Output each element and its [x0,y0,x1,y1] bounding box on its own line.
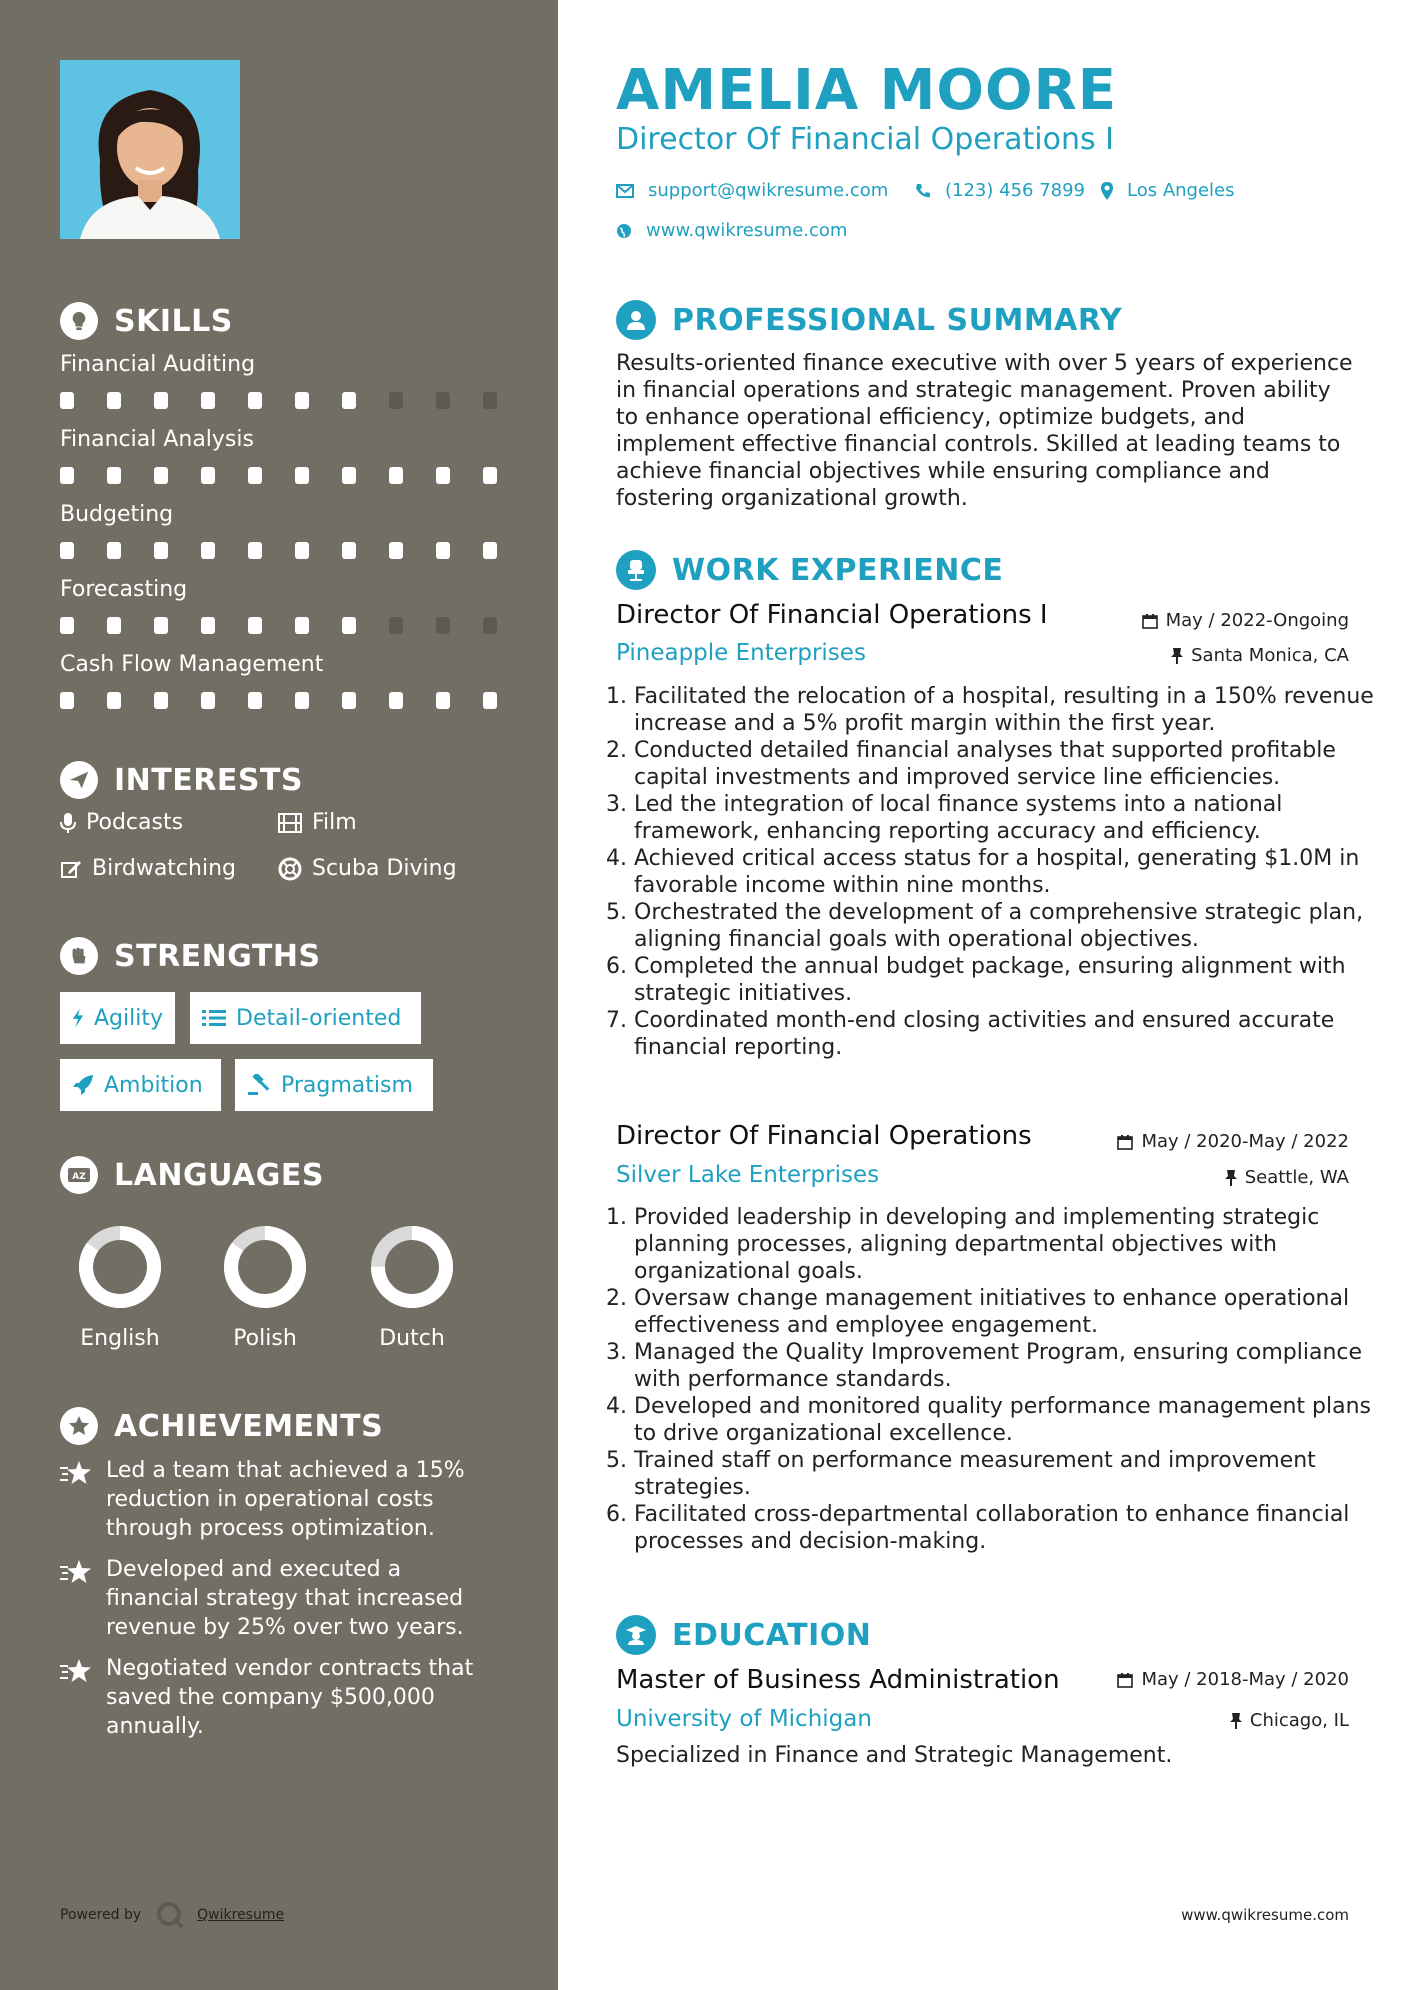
languages-heading: AZ LANGUAGES [60,1156,324,1194]
skill-dot [436,542,450,559]
experience-heading: WORK EXPERIENCE [616,550,1003,590]
skill-level-dots [60,692,530,709]
list-item: 4. Developed and monitored quality performance management plans to drive organizational excellence. [634,1393,1376,1447]
skill-dot [201,617,215,634]
skill-dot [389,392,403,409]
calendar-icon [1142,613,1158,629]
powered-by: Powered by Qwikresume [60,1900,284,1930]
job-bullets [616,1204,1376,1555]
strength-agility: Agility [60,992,175,1044]
skill-dot [342,542,356,559]
contact-phone[interactable]: (123) 456 7899 [915,180,1085,201]
main-content [558,0,1407,1990]
job-company: Pineapple Enterprises [616,640,866,666]
language-name: Polish [233,1326,297,1351]
calendar-icon [1117,1134,1133,1150]
summary-heading: PROFESSIONAL SUMMARY [616,300,1122,340]
skill-dot [248,467,262,484]
skill-dot [483,542,497,559]
skill-dot [154,467,168,484]
language-name: English [80,1326,160,1351]
profile-photo [60,60,240,239]
pushpin-icon [1225,1170,1237,1186]
skill-dot [342,692,356,709]
job-bullets [616,683,1376,1061]
education-dates: May / 2018-May / 2020 [1117,1669,1349,1690]
qwikresume-logo-icon [155,1900,185,1930]
skill-dot [483,392,497,409]
skill-dot [483,692,497,709]
envelope-icon [616,184,634,198]
skill-dot [107,542,121,559]
skill-name: Financial Analysis [60,427,254,452]
skill-name: Budgeting [60,502,174,527]
map-pin-icon [1101,182,1113,200]
language-item [60,1222,180,1351]
achievement-item: Negotiated vendor contracts that saved the company $500,000 annually. [60,1654,500,1741]
job-role: Director Of Financial Operations I [616,600,1048,630]
skill-dot [201,467,215,484]
achievement-item: Led a team that achieved a 15% reduction in operational costs through process optimization. [60,1456,500,1543]
skill-level-dots [60,392,530,409]
list-item: 4. Achieved critical access status for a hospital, generating $1.0M in favorable income within nine months. [634,845,1376,899]
interest-birdwatching: Birdwatching [60,856,236,881]
language-name: Dutch [379,1326,445,1351]
skill-dot [201,692,215,709]
fist-icon [60,937,98,975]
globe-icon [616,223,632,239]
pushpin-icon [1230,1713,1242,1729]
language-level-ring [75,1222,165,1312]
language-level-ring [367,1222,457,1312]
language-icon [60,1156,98,1194]
qwikresume-link[interactable]: Qwikresume [197,1907,285,1923]
skill-dot [60,617,74,634]
education-school: University of Michigan [616,1706,872,1732]
education-heading: EDUCATION [616,1615,871,1655]
skill-dot [342,392,356,409]
skill-dot [389,542,403,559]
contact-website[interactable]: www.qwikresume.com [616,220,847,241]
sidebar [0,0,558,1990]
strength-pragmatism: Pragmatism [235,1059,433,1111]
job-company: Silver Lake Enterprises [616,1162,880,1188]
graduate-icon [616,1615,656,1655]
skill-dot [295,467,309,484]
star-icon [60,1559,92,1642]
skill-level-dots [60,617,530,634]
skill-dot [107,692,121,709]
achievements-heading: ACHIEVEMENTS [60,1407,383,1445]
skill-dot [436,392,450,409]
skill-name: Forecasting [60,577,188,602]
skill-dot [60,392,74,409]
skill-dot [436,467,450,484]
contact-email[interactable]: support@qwikresume.com [616,180,888,201]
skill-dot [295,542,309,559]
skill-dot [248,542,262,559]
skill-dot [389,692,403,709]
candidate-name: AMELIA MOORE [616,58,1117,123]
job-dates: May / 2020-May / 2022 [1117,1131,1349,1152]
skill-dot [248,392,262,409]
skill-name: Financial Auditing [60,352,256,377]
skill-dot [201,392,215,409]
interest-film: Film [278,810,357,835]
interest-podcasts: Podcasts [60,810,183,835]
skill-dot [389,467,403,484]
achievement-item: Developed and executed a financial strategy that increased revenue by 25% over two years. [60,1555,500,1642]
skill-level-dots [60,467,530,484]
education-location: Chicago, IL [1230,1710,1349,1731]
lightning-icon [72,1007,84,1029]
interests-heading: INTERESTS [60,761,303,799]
language-item [352,1222,472,1351]
skill-dot [342,467,356,484]
lightbulb-icon [60,302,98,340]
skill-dot [483,467,497,484]
list-icon [202,1009,226,1027]
life-ring-icon [278,857,302,881]
list-item: 6. Completed the annual budget package, ensuring alignment with strategic initiatives. [634,953,1376,1007]
skill-dot [342,617,356,634]
list-item: 7. Coordinated month-end closing activities and ensured accurate financial reporting. [634,1007,1376,1061]
skill-level-dots [60,542,530,559]
rocket-icon [72,1074,94,1096]
calendar-icon [1117,1672,1133,1688]
education-degree: Master of Business Administration [616,1665,1060,1695]
skill-dot [436,692,450,709]
skill-dot [107,392,121,409]
list-item: 5. Trained staff on performance measurement and improvement strategies. [634,1447,1376,1501]
summary-text: Results-oriented finance executive with over 5 years of experience in financial operations and strategic management. Proven ability to enhance operational efficiency, optimize budgets, and implement effective financial controls. Skilled at leading teams to achieve financial objectives while ensuring compliance and fostering organizational growth. [616,351,1353,511]
microphone-icon [60,812,76,834]
skill-dot [154,392,168,409]
film-icon [278,813,302,833]
skill-dot [201,542,215,559]
skill-dot [154,542,168,559]
strengths-heading: STRENGTHS [60,937,321,975]
skill-dot [248,692,262,709]
list-item: 2. Oversaw change management initiatives to enhance operational effectiveness and employee engagement. [634,1285,1376,1339]
edit-icon [60,858,82,880]
language-level-ring [220,1222,310,1312]
star-icon [60,1658,92,1741]
candidate-title: Director Of Financial Operations I [616,122,1114,157]
paper-plane-icon [60,761,98,799]
list-item: 3. Managed the Quality Improvement Program, ensuring compliance with performance standards. [634,1339,1376,1393]
list-item: 6. Facilitated cross-departmental collaboration to enhance financial processes and decision-making. [634,1501,1376,1555]
user-icon [616,300,656,340]
skills-heading: SKILLS [60,302,233,340]
gavel-icon [247,1074,271,1096]
education-description: Specialized in Finance and Strategic Management. [616,1743,1173,1768]
job-location: Santa Monica, CA [1171,645,1349,666]
star-icon [60,1460,92,1543]
contact-location: Los Angeles [1101,180,1235,201]
skill-dot [154,692,168,709]
skill-dot [107,467,121,484]
strength-ambition: Ambition [60,1059,221,1111]
skill-dot [389,617,403,634]
skill-dot [295,692,309,709]
skill-dot [107,617,121,634]
list-item: 1. Provided leadership in developing and implementing strategic planning processes, aligning departmental objectives with organizational goals. [634,1204,1376,1285]
skill-dot [295,392,309,409]
job-role: Director Of Financial Operations [616,1121,1032,1151]
list-item: 5. Orchestrated the development of a comprehensive strategic plan, aligning financial goals with operational objectives. [634,899,1376,953]
skill-dot [483,617,497,634]
skill-dot [295,617,309,634]
footer-website[interactable]: www.qwikresume.com [1181,1906,1349,1924]
job-dates: May / 2022-Ongoing [1142,610,1349,631]
list-item: 3. Led the integration of local finance systems into a national framework, enhancing reporting accuracy and efficiency. [634,791,1376,845]
office-chair-icon [616,550,656,590]
skill-dot [60,467,74,484]
list-item: 2. Conducted detailed financial analyses that supported profitable capital investments and improved service line efficiencies. [634,737,1376,791]
skill-dot [436,617,450,634]
skill-dot [60,692,74,709]
list-item: 1. Facilitated the relocation of a hospital, resulting in a 150% revenue increase and a 5% profit margin within the first year. [634,683,1376,737]
strength-detail-oriented: Detail-oriented [190,992,421,1044]
language-item [205,1222,325,1351]
job-location: Seattle, WA [1225,1167,1349,1188]
skill-name: Cash Flow Management [60,652,324,677]
svg-text:AZ: AZ [72,1172,86,1182]
phone-icon [915,183,931,199]
pushpin-icon [1171,648,1183,664]
skill-dot [60,542,74,559]
interest-scuba-diving: Scuba Diving [278,856,457,881]
skill-dot [248,617,262,634]
star-badge-icon [60,1407,98,1445]
skill-dot [154,617,168,634]
